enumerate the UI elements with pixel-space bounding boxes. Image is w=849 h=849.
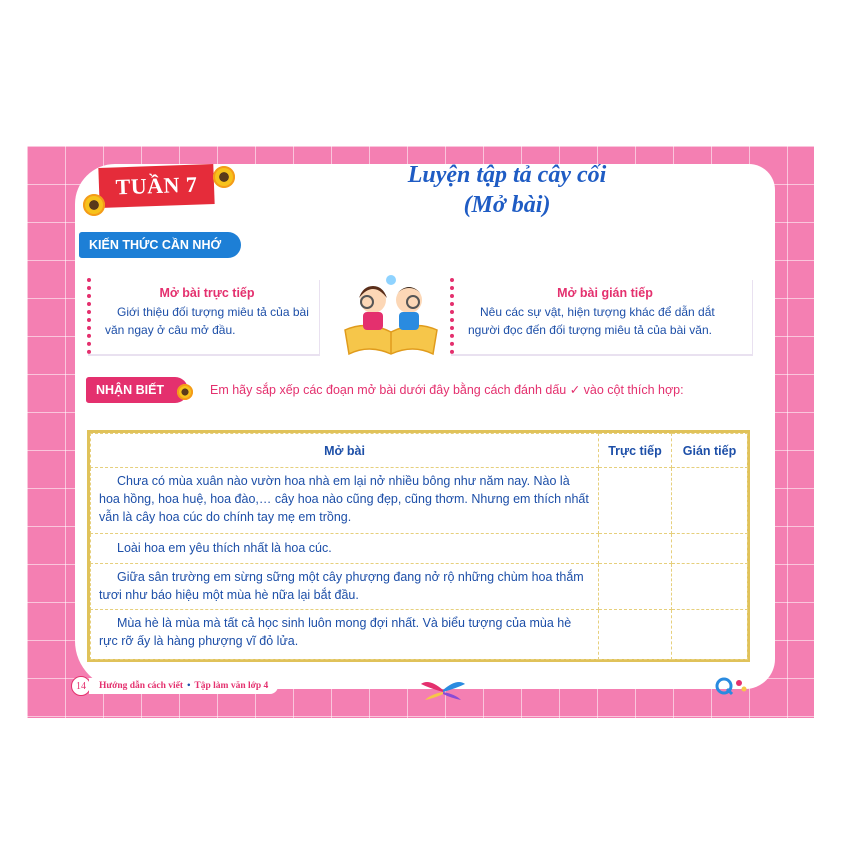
direct-opening-note (87, 278, 319, 354)
opening-text: Chưa có mùa xuân nào vườn hoa nhà em lại nở nhiều bông như năm nay. Nào là hoa hồng, hoa huệ, hoa đào,… cây hoa nào cũng đẹp, cũng thơm. Nhưng em thích nhất vẫn là cây hoa cúc do chính tay mẹ em trồng. (91, 468, 599, 534)
direct-check-cell[interactable] (599, 534, 672, 564)
page-number: 14 (71, 676, 91, 696)
indirect-opening-note (450, 278, 752, 354)
direct-opening-title: Mở bài trực tiếp (159, 286, 255, 300)
indirect-check-cell[interactable] (672, 468, 748, 534)
direct-check-cell[interactable] (599, 610, 672, 660)
lesson-subtitle: (Mở bài) (463, 192, 551, 218)
opening-text: Giữa sân trường em sừng sững một cây phượng đang nở rộ những chùm hoa thắm tươi như báo hiệu một mùa hè nữa lại bắt đầu. (91, 564, 599, 610)
column-header-opening: Mở bài (91, 434, 599, 468)
exercise-instruction: Em hãy sắp xếp các đoạn mở bài dưới đây bằng cách đánh dấu ✓ vào cột thích hợp: (210, 383, 684, 397)
kids-reading-illustration (337, 272, 445, 356)
direct-check-cell[interactable] (599, 564, 672, 610)
exercise-table (87, 430, 750, 662)
indirect-check-cell[interactable] (672, 534, 748, 564)
page-background (27, 146, 814, 718)
indirect-check-cell[interactable] (672, 564, 748, 610)
sunflower-icon (83, 194, 105, 216)
column-header-indirect: Gián tiếp (672, 434, 748, 468)
indirect-opening-title: Mở bài gián tiếp (557, 286, 653, 300)
opening-text: Loài hoa em yêu thích nhất là hoa cúc. (91, 534, 599, 564)
publisher-logo (419, 676, 467, 702)
direct-opening-body: Giới thiệu đối tượng miêu tả của bài văn ngay ở câu mở đầu. (105, 305, 309, 337)
column-header-direct: Trực tiếp (599, 434, 672, 468)
lesson-title: Luyện tập tả cây cối (407, 162, 607, 188)
table-row (91, 468, 748, 534)
opening-text: Mùa hè là mùa mà tất cả học sinh luôn mong đợi nhất. Và biểu tượng của mùa hè rực rỡ ấy là hàng phượng vĩ đỏ lửa. (91, 610, 599, 660)
sunflower-icon (213, 166, 235, 188)
flower-icon (177, 384, 193, 400)
identify-section-label: NHẬN BIẾT (86, 377, 188, 403)
brand-logo (713, 675, 749, 697)
table-row (91, 534, 748, 564)
footer-separator: • (187, 681, 191, 691)
knowledge-section-label: KIẾN THỨC CẦN NHỚ (79, 232, 241, 258)
book-title-footer (89, 678, 278, 694)
week-badge: TUẦN 7 (98, 164, 214, 208)
indirect-check-cell[interactable] (672, 610, 748, 660)
book-name: Tập làm văn lớp 4 (194, 681, 269, 691)
direct-check-cell[interactable] (599, 468, 672, 534)
table-row (91, 564, 748, 610)
table-row (91, 610, 748, 660)
book-series: Hướng dẫn cách viết (99, 681, 184, 691)
indirect-opening-body: Nêu các sự vật, hiện tượng khác để dẫn dắt người đọc đến đối tượng miêu tả của bài văn. (468, 305, 715, 337)
